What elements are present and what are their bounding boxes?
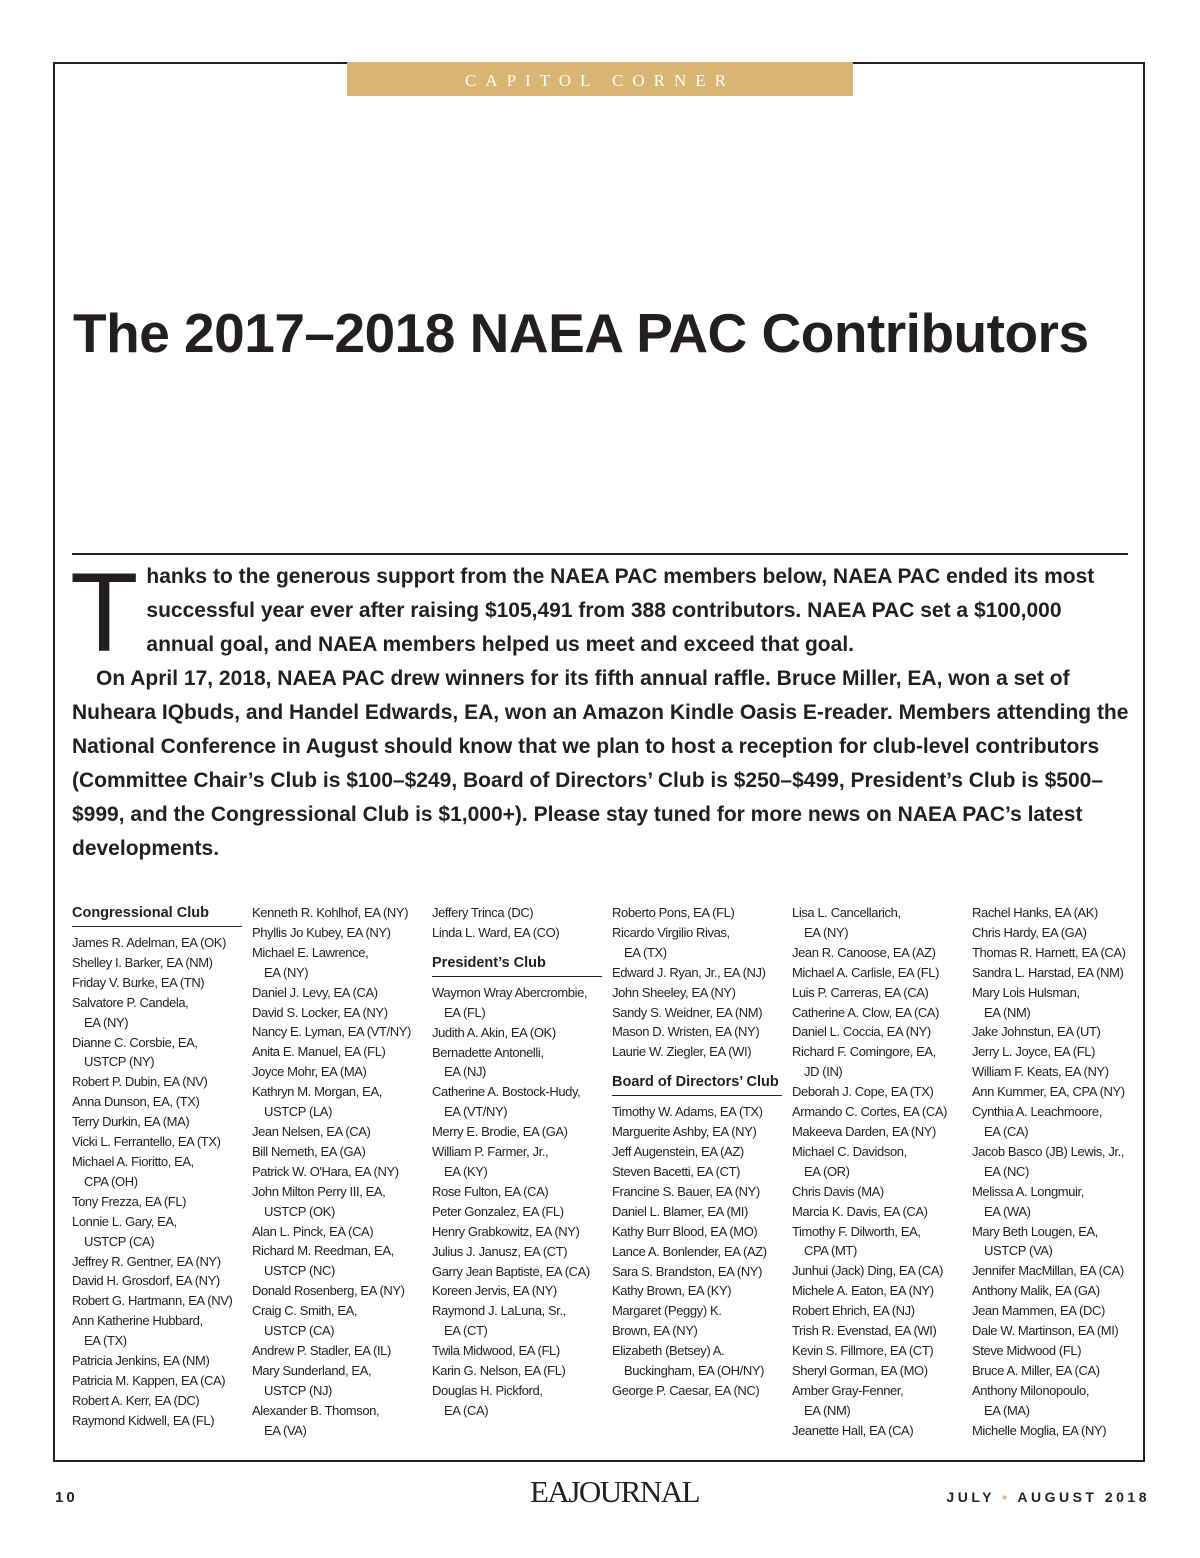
contributor-entry: Judith A. Akin, EA (OK) <box>432 1024 556 1040</box>
contributor-entry: CPA (MT) <box>804 1243 857 1259</box>
contributor-entry: USTCP (NY) <box>84 1054 155 1070</box>
contributor-entry: Ann Katherine Hubbard, <box>72 1313 203 1329</box>
contributor-entry: John Milton Perry III, EA, <box>252 1183 386 1199</box>
contributors-column-3 <box>432 903 608 1421</box>
contributor-entry: Michael C. Davidson, <box>792 1143 907 1159</box>
intro-divider <box>72 553 1128 555</box>
contributor-entry: Mary Sunderland, EA, <box>252 1362 372 1378</box>
contributor-entry: Michael A. Fioritto, EA, <box>72 1153 194 1169</box>
contributor-entry: Waymon Wray Abercrombie, <box>432 984 588 1000</box>
contributor-entry: Richard M. Reedman, EA, <box>252 1243 394 1259</box>
intro-paragraph-1 <box>70 550 1132 675</box>
contributor-entry: EA (NY) <box>264 964 309 980</box>
contributor-entry: Catherine A. Clow, EA (CA) <box>792 1004 940 1020</box>
contributor-entry: Koreen Jervis, EA (NY) <box>432 1283 557 1299</box>
contributor-entry: John Sheeley, EA (NY) <box>612 984 736 1000</box>
contributor-entry: Lance A. Bonlender, EA (AZ) <box>612 1243 767 1259</box>
contributor-entry: Catherine A. Bostock-Hudy, <box>432 1084 581 1100</box>
contributor-entry: Patrick W. O'Hara, EA (NY) <box>252 1163 399 1179</box>
contributor-entry: Jennifer MacMillan, EA (CA) <box>972 1263 1124 1279</box>
contributor-entry: Karin G. Nelson, EA (FL) <box>432 1363 566 1379</box>
contributor-entry: Marguerite Ashby, EA (NY) <box>612 1124 757 1140</box>
contributors-column-6 <box>972 903 1148 1440</box>
contributor-entry: EA (WA) <box>984 1203 1031 1219</box>
contributor-entry: Amber Gray-Fenner, <box>792 1382 904 1398</box>
contributor-entry: EA (NY) <box>84 1014 129 1030</box>
contributor-entry: George P. Caesar, EA (NC) <box>612 1382 760 1398</box>
contributor-entry: James R. Adelman, EA (OK) <box>72 935 227 950</box>
contributor-entry: Chris Davis (MA) <box>792 1183 884 1199</box>
contributor-entry: Roberto Pons, EA (FL) <box>612 905 735 920</box>
contributor-entry: Vicki L. Ferrantello, EA (TX) <box>72 1134 221 1150</box>
contributor-entry: Tony Frezza, EA (FL) <box>72 1193 187 1209</box>
contributors-column-1 <box>72 903 248 1431</box>
club-heading: President’s Club <box>432 953 602 977</box>
contributor-entry: Kenneth R. Kohlhof, EA (NY) <box>252 905 409 920</box>
contributor-entry: Laurie W. Ziegler, EA (WI) <box>612 1044 752 1060</box>
contributor-entry: EA (KY) <box>444 1163 488 1179</box>
contributor-entry: Alan L. Pinck, EA (CA) <box>252 1223 374 1239</box>
contributor-entry: Timothy W. Adams, EA (TX) <box>612 1104 763 1120</box>
contributor-entry: EA (OR) <box>804 1163 850 1179</box>
contributor-entry: Robert P. Dubin, EA (NV) <box>72 1074 208 1090</box>
contributors-column-4 <box>612 903 788 1401</box>
contributor-entry: EA (CA) <box>984 1123 1029 1139</box>
contributor-entry: Ricardo Virgilio Rivas, <box>612 924 730 940</box>
contributor-entry: William F. Keats, EA (NY) <box>972 1064 1109 1080</box>
contributor-entry: Daniel L. Coccia, EA (NY) <box>792 1024 931 1040</box>
contributor-entry: Thomas R. Harnett, EA (CA) <box>972 944 1126 960</box>
section-label: CAPITOL CORNER <box>347 62 853 96</box>
contributor-entry: Kathy Brown, EA (KY) <box>612 1283 732 1299</box>
club-heading: Congressional Club <box>72 903 242 927</box>
contributor-entry: USTCP (NC) <box>264 1263 335 1279</box>
contributor-entry: Craig C. Smith, EA, <box>252 1303 358 1319</box>
intro-paragraph-1-text: hanks to the generous support from the NAEA PAC members below, NAEA PAC ended its most successful year ever after raising $105,491 from 388 contributors. NAEA PAC set a $100,000 annual goal, and NAEA members helped us meet and exceed that goal. <box>146 565 1095 656</box>
contributor-entry: EA (VA) <box>264 1422 307 1438</box>
contributor-entry: EA (VT/NY) <box>444 1104 508 1120</box>
contributor-entry: Shelley I. Barker, EA (NM) <box>72 954 213 970</box>
contributor-entry: EA (NM) <box>984 1004 1031 1020</box>
contributor-entry: William P. Farmer, Jr., <box>432 1144 549 1160</box>
contributor-entry: Jean Mammen, EA (DC) <box>972 1303 1105 1319</box>
contributor-entry: Cynthia A. Leachmoore, <box>972 1104 1102 1120</box>
contributor-entry: Twila Midwood, EA (FL) <box>432 1343 560 1359</box>
contributor-entry: Armando C. Cortes, EA (CA) <box>792 1104 948 1120</box>
contributor-entry: Melissa A. Longmuir, <box>972 1183 1084 1199</box>
contributor-entry: USTCP (VA) <box>984 1243 1053 1259</box>
contributor-entry: Merry E. Brodie, EA (GA) <box>432 1124 568 1140</box>
contributor-entry: Jeanette Hall, EA (CA) <box>792 1422 914 1438</box>
contributor-entry: USTCP (CA) <box>264 1323 335 1339</box>
journal-logo: EAJOURNAL <box>530 1474 700 1509</box>
contributor-entry: Jake Johnstun, EA (UT) <box>972 1024 1101 1040</box>
contributor-entry: EA (NC) <box>984 1163 1029 1179</box>
contributor-entry: Robert G. Hartmann, EA (NV) <box>72 1293 233 1309</box>
contributor-entry: Steven Bacetti, EA (CT) <box>612 1163 741 1179</box>
contributor-entry: Lisa L. Cancellarich, <box>792 905 901 920</box>
contributor-entry: Nancy E. Lyman, EA (VT/NY) <box>252 1024 411 1040</box>
contributor-entry: Dale W. Martinson, EA (MI) <box>972 1323 1119 1339</box>
contributor-entry: Anna Dunson, EA, (TX) <box>72 1094 200 1110</box>
contributor-entry: Mary Lois Hulsman, <box>972 984 1080 1000</box>
page-number: 10 <box>55 1489 78 1506</box>
contributors-column-2 <box>252 903 428 1440</box>
contributor-entry: Raymond J. LaLuna, Sr., <box>432 1303 566 1319</box>
contributor-entry: Joyce Mohr, EA (MA) <box>252 1064 367 1080</box>
contributor-entry: Robert A. Kerr, EA (DC) <box>72 1392 200 1408</box>
spacer <box>432 943 608 953</box>
contributor-entry: Michele A. Eaton, EA (NY) <box>792 1283 934 1299</box>
contributor-entry: Patricia Jenkins, EA (NM) <box>72 1353 210 1369</box>
contributors-column-5 <box>792 903 968 1440</box>
contributor-entry: Lonnie L. Gary, EA, <box>72 1213 177 1229</box>
contributor-entry: EA (CT) <box>444 1323 488 1339</box>
club-heading: Board of Directors’ Club <box>612 1072 782 1096</box>
contributor-entry: Phyllis Jo Kubey, EA (NY) <box>252 924 391 940</box>
contributor-entry: Richard F. Comingore, EA, <box>792 1044 936 1060</box>
contributor-entry: Bill Nemeth, EA (GA) <box>252 1143 366 1159</box>
contributor-entry: Donald Rosenberg, EA (NY) <box>252 1283 405 1299</box>
spacer <box>612 1062 788 1072</box>
contributor-entry: JD (IN) <box>804 1064 843 1080</box>
issue-month: JULY <box>946 1489 995 1505</box>
contributor-entry: Sara S. Brandston, EA (NY) <box>612 1263 763 1279</box>
issue-date <box>930 1489 1150 1505</box>
contributor-entry: Dianne C. Corsbie, EA, <box>72 1034 198 1050</box>
contributor-entry: David S. Locker, EA (NY) <box>252 1004 388 1020</box>
contributor-entry: Edward J. Ryan, Jr., EA (NJ) <box>612 964 766 980</box>
contributor-entry: Margaret (Peggy) K. <box>612 1303 722 1319</box>
contributor-entry: Jeffery Trinca (DC) <box>432 905 534 920</box>
contributor-entry: Ann Kummer, EA, CPA (NY) <box>972 1084 1125 1100</box>
contributor-entry: Anita E. Manuel, EA (FL) <box>252 1044 386 1060</box>
contributor-entry: Mason D. Wristen, EA (NY) <box>612 1024 760 1040</box>
contributor-entry: Terry Durkin, EA (MA) <box>72 1114 190 1130</box>
contributor-entry: Bruce A. Miller, EA (CA) <box>972 1362 1100 1378</box>
contributor-entry: Jacob Basco (JB) Lewis, Jr., <box>972 1143 1125 1159</box>
contributor-entry: Michael E. Lawrence, <box>252 944 369 960</box>
contributor-entry: Chris Hardy, EA (GA) <box>972 924 1087 940</box>
contributor-entry: EA (TX) <box>624 944 667 960</box>
page-title: The 2017–2018 NAEA PAC Contributors <box>73 302 1089 364</box>
contributor-entry: CPA (OH) <box>84 1173 138 1189</box>
contributor-entry: Julius J. Janusz, EA (CT) <box>432 1243 568 1259</box>
contributor-entry: Francine S. Bauer, EA (NY) <box>612 1183 760 1199</box>
contributor-entry: Kathy Burr Blood, EA (MO) <box>612 1223 758 1239</box>
contributor-entry: Jean Nelsen, EA (CA) <box>252 1123 371 1139</box>
contributor-entry: Sandra L. Harstad, EA (NM) <box>972 964 1124 980</box>
contributor-entry: Alexander B. Thomson, <box>252 1402 380 1418</box>
contributor-entry: Patricia M. Kappen, EA (CA) <box>72 1372 226 1388</box>
contributor-entry: Makeeva Darden, EA (NY) <box>792 1123 936 1139</box>
contributor-entry: Linda L. Ward, EA (CO) <box>432 924 560 940</box>
contributor-entry: Salvatore P. Candela, <box>72 994 189 1010</box>
contributor-entry: Luis P. Carreras, EA (CA) <box>792 984 929 1000</box>
contributor-entry: Henry Grabkowitz, EA (NY) <box>432 1223 580 1239</box>
contributor-entry: EA (NM) <box>804 1402 851 1418</box>
contributor-entry: Jerry L. Joyce, EA (FL) <box>972 1044 1096 1060</box>
contributor-entry: Timothy F. Dilworth, EA, <box>792 1223 921 1239</box>
contributor-entry: Andrew P. Stadler, EA (IL) <box>252 1342 391 1358</box>
contributor-entry: EA (MA) <box>984 1402 1030 1418</box>
contributor-entry: Kathryn M. Morgan, EA, <box>252 1084 382 1100</box>
contributor-entry: Sandy S. Weidner, EA (NM) <box>612 1004 763 1020</box>
intro-paragraph-2: On April 17, 2018, NAEA PAC drew winners for its fifth annual raffle. Bruce Miller, EA, won a set of Nuheara IQbuds, and Handel Edwards, EA, won an Amazon Kindle Oasis E-reader. Members attending the National Conference in August should know that we plan to host a reception for club-level contributors (Committee Chair’s Club is $100–$249, Board of Directors’ Club is $250–$499, President’s Club is $500–$999, and the Congressional Club is $1,000+). Please stay tuned for more news on NAEA PAC’s latest developments. <box>72 667 1129 860</box>
contributor-entry: Junhui (Jack) Ding, EA (CA) <box>792 1263 944 1279</box>
contributor-entry: Jean R. Canoose, EA (AZ) <box>792 944 936 960</box>
contributor-entry: Raymond Kidwell, EA (FL) <box>72 1412 215 1428</box>
contributor-entry: Jeff Augenstein, EA (AZ) <box>612 1144 744 1160</box>
drop-cap: T <box>70 550 139 675</box>
contributor-entry: Sheryl Gorman, EA (MO) <box>792 1362 928 1378</box>
contributor-entry: EA (TX) <box>84 1333 127 1349</box>
contributor-entry: USTCP (NJ) <box>264 1382 332 1398</box>
contributor-entry: USTCP (LA) <box>264 1104 332 1120</box>
contributor-entry: Garry Jean Baptiste, EA (CA) <box>432 1263 590 1279</box>
contributor-entry: Robert Ehrich, EA (NJ) <box>792 1303 915 1319</box>
contributor-entry: Daniel J. Levy, EA (CA) <box>252 984 378 1000</box>
contributor-entry: EA (CA) <box>444 1402 489 1418</box>
contributor-entry: Daniel L. Blamer, EA (MI) <box>612 1203 748 1219</box>
contributor-entry: Mary Beth Lougen, EA, <box>972 1223 1099 1239</box>
contributor-entry: Steve Midwood (FL) <box>972 1342 1082 1358</box>
date-separator: • <box>1002 1489 1011 1505</box>
contributor-entry: Kevin S. Fillmore, EA (CT) <box>792 1342 934 1358</box>
contributor-entry: Marcia K. Davis, EA (CA) <box>792 1203 928 1219</box>
contributor-entry: USTCP (OK) <box>264 1203 335 1219</box>
contributor-entry: Douglas H. Pickford, <box>432 1382 543 1398</box>
contributor-entry: Anthony Malik, EA (GA) <box>972 1283 1100 1299</box>
contributor-entry: Peter Gonzalez, EA (FL) <box>432 1203 564 1219</box>
contributor-entry: Buckingham, EA (OH/NY) <box>624 1363 765 1379</box>
contributor-entry: Friday V. Burke, EA (TN) <box>72 974 205 990</box>
intro-text <box>70 550 1132 866</box>
contributor-entry: Trish R. Evenstad, EA (WI) <box>792 1323 937 1339</box>
contributor-entry: Brown, EA (NY) <box>612 1323 698 1339</box>
contributor-entry: Bernadette Antonelli, <box>432 1044 544 1060</box>
contributor-entry: David H. Grosdorf, EA (NY) <box>72 1273 220 1289</box>
contributor-entry: EA (NJ) <box>444 1064 486 1080</box>
contributor-entry: Michelle Moglia, EA (NY) <box>972 1422 1107 1438</box>
contributor-entry: Elizabeth (Betsey) A. <box>612 1343 725 1359</box>
contributor-entry: EA (FL) <box>444 1004 486 1020</box>
contributor-entry: Jeffrey R. Gentner, EA (NY) <box>72 1253 221 1269</box>
contributor-entry: Deborah J. Cope, EA (TX) <box>792 1084 934 1100</box>
contributor-entry: Rose Fulton, EA (CA) <box>432 1183 549 1199</box>
issue-month-year: AUGUST 2018 <box>1017 1489 1150 1505</box>
contributor-entry: EA (NY) <box>804 924 849 940</box>
contributor-entry: Anthony Milonopoulo, <box>972 1382 1090 1398</box>
contributor-entry: Michael A. Carlisle, EA (FL) <box>792 964 940 980</box>
contributor-entry: USTCP (CA) <box>84 1233 155 1249</box>
contributor-entry: Rachel Hanks, EA (AK) <box>972 905 1098 920</box>
